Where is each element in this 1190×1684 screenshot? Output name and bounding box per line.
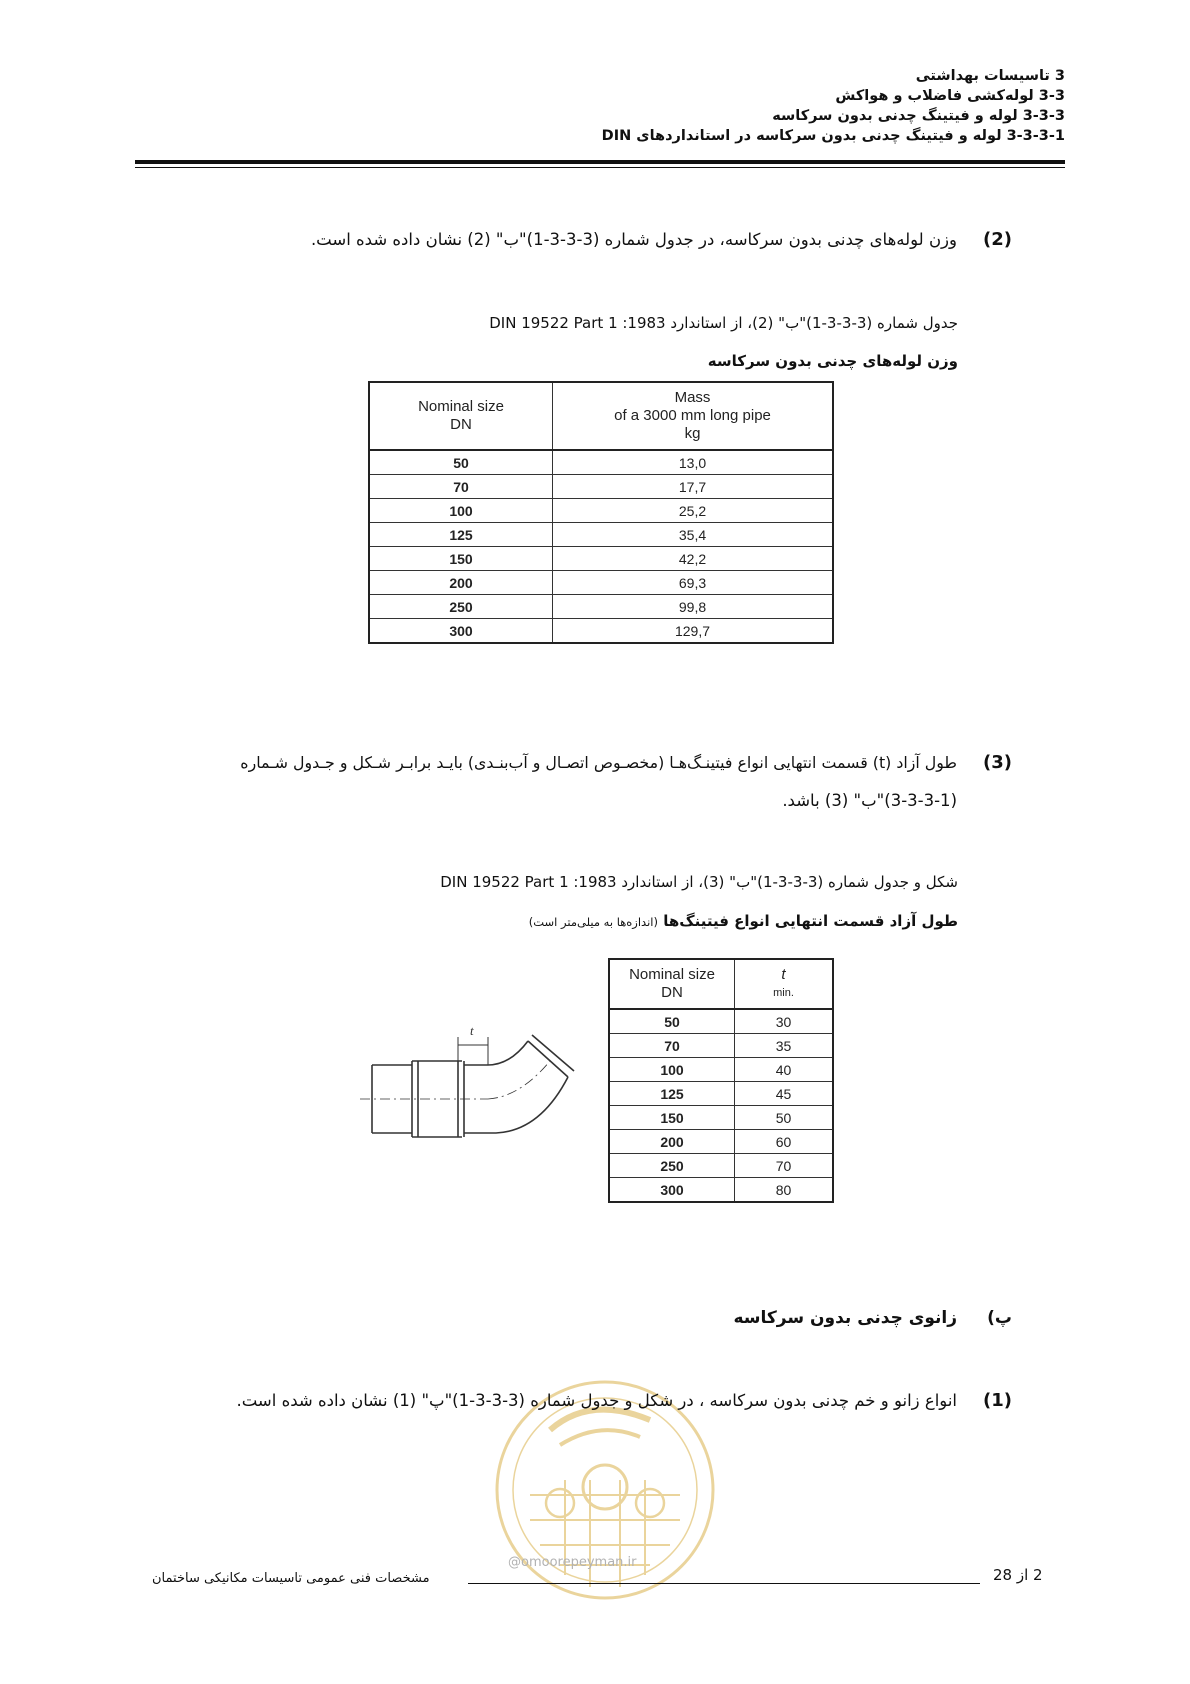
table2-title	[529, 912, 958, 930]
item-text-line-2: (3-3-3-1)"ب" (3) باشد.	[782, 791, 957, 810]
paragraph-item-2	[112, 222, 1012, 258]
dn-cell: 125	[369, 523, 553, 547]
dn-cell: 50	[609, 1009, 735, 1034]
mass-cell: 42,2	[553, 547, 834, 571]
header-text: of a 3000 mm long pipe	[614, 407, 771, 424]
table-row	[369, 523, 833, 547]
mass-cell: 69,3	[553, 571, 834, 595]
t-cell: 30	[735, 1009, 834, 1034]
t-cell: 40	[735, 1058, 834, 1082]
t-cell: 80	[735, 1178, 834, 1203]
mass-cell: 13,0	[553, 450, 834, 475]
section-title: زانوی چدنی بدون سرکاسه	[733, 1308, 957, 1328]
item-number: (2)	[983, 229, 1012, 250]
table-row	[609, 1009, 833, 1034]
section-header	[165, 66, 1065, 146]
table2-title-text: طول آزاد قسمت انتهایی انواع فیتینگ‌ها	[663, 912, 958, 930]
figure-line	[528, 1041, 568, 1077]
section-p-heading	[412, 1308, 1012, 1338]
header-text: DN	[661, 984, 683, 1001]
figure-line	[464, 1077, 568, 1133]
dn-cell: 300	[609, 1178, 735, 1203]
table-row	[369, 547, 833, 571]
mass-cell: 129,7	[553, 619, 834, 644]
paragraph-item-1	[112, 1383, 1012, 1419]
footer-title: مشخصات فنی عمومی تاسیسات مکانیکی ساختمان	[152, 1571, 430, 1586]
item-number: (3)	[983, 752, 1012, 773]
table-row	[369, 499, 833, 523]
paragraph-item-3	[112, 745, 1012, 821]
table-row	[609, 1154, 833, 1178]
dn-cell: 125	[609, 1082, 735, 1106]
section-marker: پ)	[987, 1308, 1012, 1328]
header-text: Mass	[674, 389, 711, 406]
free-length-table	[608, 958, 834, 1203]
dn-cell: 70	[369, 475, 553, 499]
table-row	[369, 475, 833, 499]
header-text: Nominal size	[418, 398, 504, 415]
header-text: min.	[773, 987, 794, 999]
t-cell: 35	[735, 1034, 834, 1058]
header-free-length	[735, 959, 834, 1009]
fitting-end-figure	[360, 1005, 590, 1165]
mass-cell: 25,2	[553, 499, 834, 523]
table-row	[609, 1130, 833, 1154]
table1-title: وزن لوله‌های چدنی بدون سرکاسه	[707, 352, 958, 370]
mass-cell: 17,7	[553, 475, 834, 499]
header-mass	[553, 382, 834, 450]
dn-cell: 200	[609, 1130, 735, 1154]
dn-cell: 50	[369, 450, 553, 475]
dn-cell: 200	[369, 571, 553, 595]
mass-cell: 99,8	[553, 595, 834, 619]
table-row	[369, 571, 833, 595]
figure-line	[532, 1035, 574, 1071]
header-text: DN	[450, 416, 472, 433]
dn-cell: 250	[369, 595, 553, 619]
header-line-4: 3-3-3-1 لوله و فیتینگ چدنی بدون سرکاسه در استانداردهای DIN	[601, 128, 1065, 144]
dn-cell: 300	[369, 619, 553, 644]
mass-cell: 35,4	[553, 523, 834, 547]
t-cell: 60	[735, 1130, 834, 1154]
watermark-text: @omoorepeyman.ir	[508, 1555, 637, 1570]
header-line-3: 3-3-3 لوله و فیتینگ چدنی بدون سرکاسه	[772, 108, 1065, 124]
header-text: Nominal size	[629, 966, 715, 983]
header-line-2: 3-3 لوله‌کشی فاضلاب و هواکش	[835, 88, 1065, 104]
header-nominal-size	[369, 382, 553, 450]
footer-rule	[468, 1583, 980, 1584]
table-row	[609, 1082, 833, 1106]
table-row	[369, 619, 833, 644]
item-text-line-1: طول آزاد (t) قسمت انتهایی انواع فیتینـگ‌هـا (مخصـوص اتصـال و آب‌بنـدی) بایـد برابـر شـکل و جـدول شـماره	[240, 753, 957, 772]
table-row	[609, 1106, 833, 1130]
table-row	[369, 595, 833, 619]
dn-cell: 100	[609, 1058, 735, 1082]
table2-caption: شکل و جدول شماره (3-3-3-1)"ب" (3)، از استاندارد DIN 19522 Part 1 :1983	[440, 873, 958, 891]
t-cell: 50	[735, 1106, 834, 1130]
header-rule-thick	[135, 160, 1065, 164]
dn-cell: 70	[609, 1034, 735, 1058]
item-text: انواع زانو و خم چدنی بدون سرکاسه ، در شکل و جدول شماره (3-3-3-1)"پ" (1) نشان داده شده است.	[236, 1391, 957, 1410]
item-number: (1)	[983, 1390, 1012, 1411]
dn-cell: 150	[609, 1106, 735, 1130]
table1-caption: جدول شماره (3-3-3-1)"ب" (2)، از استاندارد DIN 19522 Part 1 :1983	[489, 314, 958, 332]
header-rule-thin	[135, 167, 1065, 168]
t-cell: 45	[735, 1082, 834, 1106]
t-cell: 70	[735, 1154, 834, 1178]
page-number: 2 از 28	[993, 1566, 1043, 1584]
dn-cell: 150	[369, 547, 553, 571]
header-line-1: 3 تاسیسات بهداشتی	[915, 68, 1065, 84]
dn-cell: 250	[609, 1154, 735, 1178]
header-nominal-size	[609, 959, 735, 1009]
table-row	[609, 1178, 833, 1203]
figure-line	[488, 1061, 550, 1099]
table-row	[609, 1058, 833, 1082]
header-text: t	[781, 966, 786, 983]
table-row	[369, 450, 833, 475]
free-length-label: t	[470, 1023, 474, 1038]
pipe-mass-table	[368, 381, 834, 644]
table-row	[609, 1034, 833, 1058]
header-text: kg	[684, 425, 701, 442]
table2-title-note: (اندازه‌ها به میلی‌متر است)	[528, 915, 658, 929]
item-text: وزن لوله‌های چدنی بدون سرکاسه، در جدول شماره (3-3-3-1)"ب" (2) نشان داده شده است.	[310, 230, 957, 249]
dn-cell: 100	[369, 499, 553, 523]
